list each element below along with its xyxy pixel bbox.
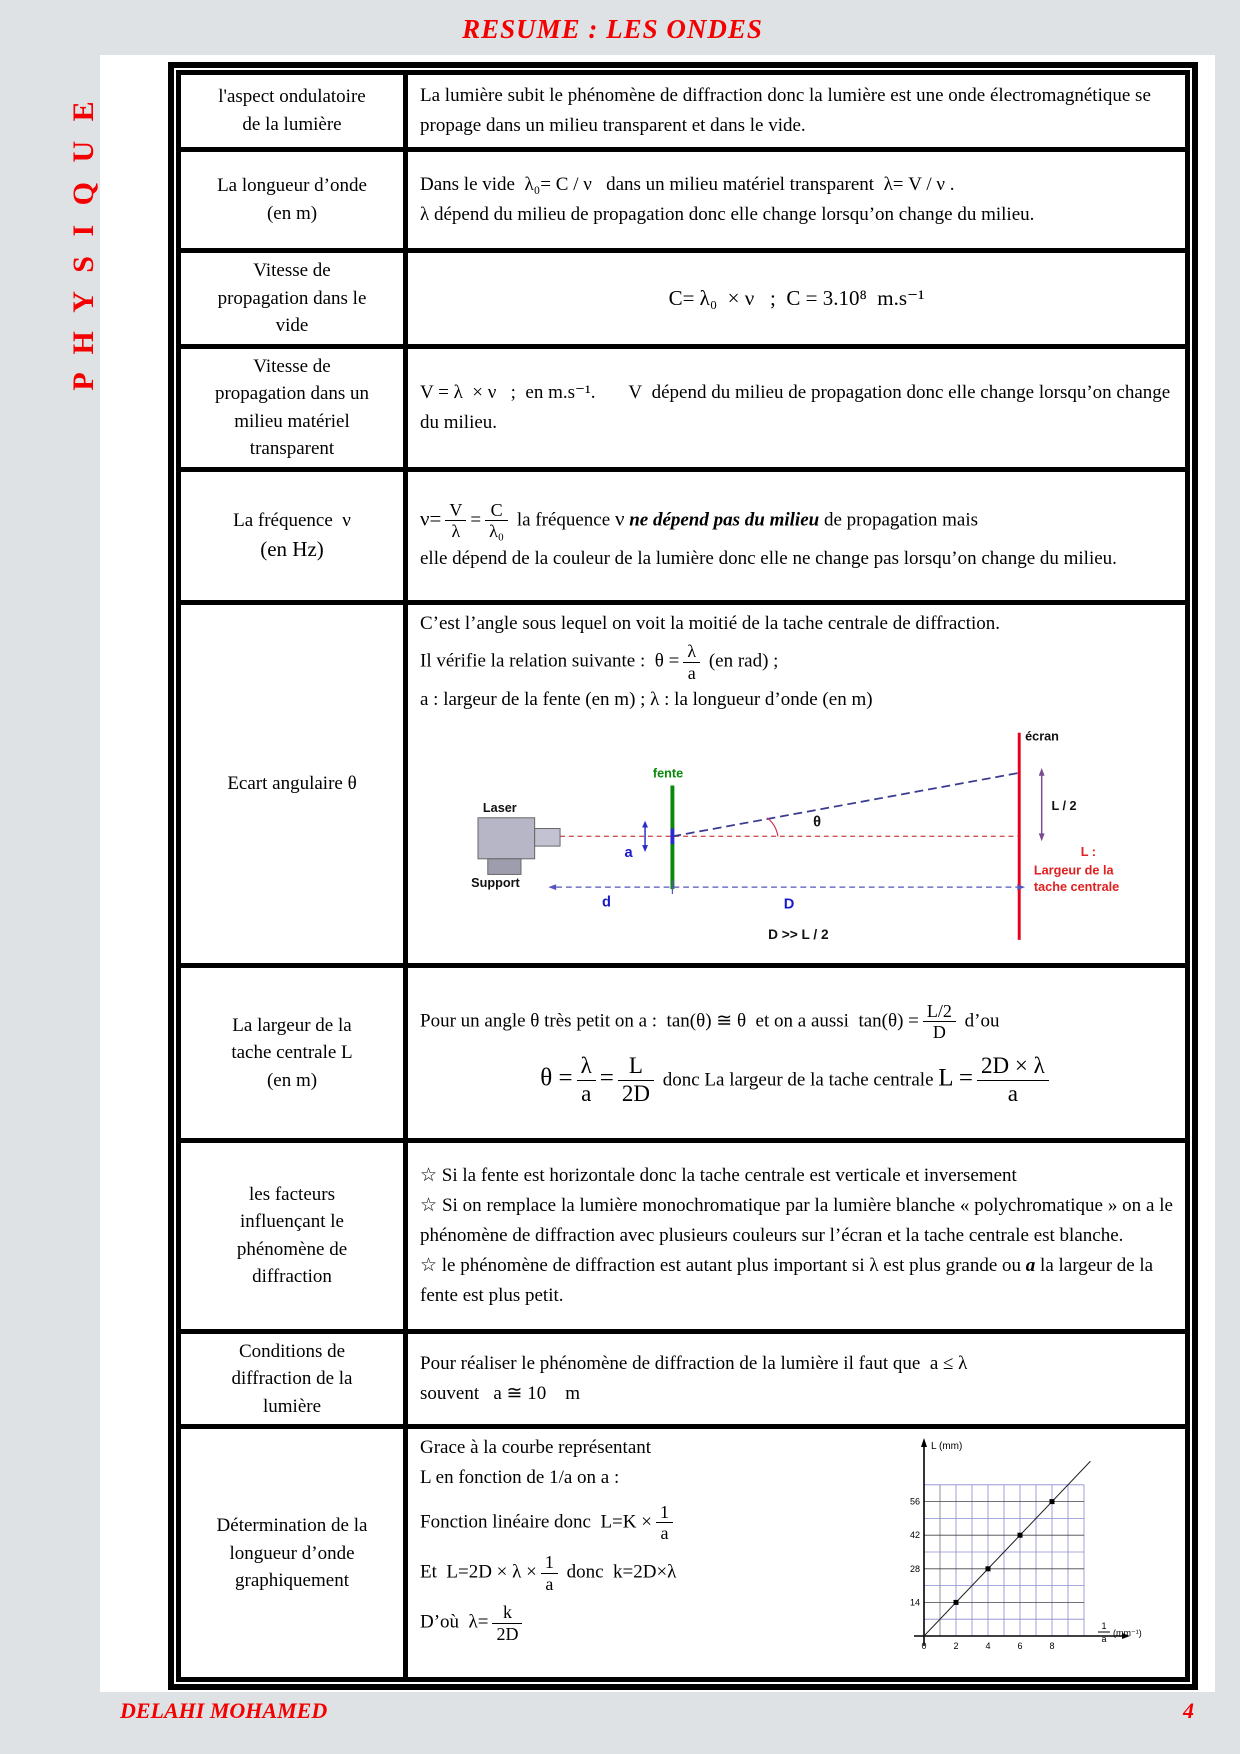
row-label-facteurs: les facteurs influençant le phénomène de diffraction: [179, 1140, 406, 1331]
row-label-vitesse-vide: Vitesse de propagation dans le vide: [179, 251, 406, 347]
cell-largeur-tache: [406, 965, 1188, 1140]
data-point: [1050, 1500, 1055, 1505]
formula-theta: Il vérifie la relation suivante : θ = $\frac{\lambda}{a}$ (en rad) ;: [420, 640, 779, 683]
table-row: [179, 346, 1188, 469]
page-title: RESUME : LES ONDES: [462, 14, 763, 44]
x-tick-label: 8: [1049, 1641, 1055, 1652]
cell-frequence: ν= $\frac{V}{\lambda}$ = $\frac{C}{\text{λ₀}}$ la fréquence ν ne dépend pas du milieu de propagation mais elle dépend de la couleur de la lumière donc elle ne change pas lorsqu’on change du milieu.: [406, 469, 1188, 602]
data-point: [1018, 1533, 1023, 1538]
formula-largeur-tache: θ = $\frac{\lambda}{a}$ = $\frac{L}{2D}$ donc La largeur de la tache centrale L = $\frac{2D \times \lambda}{a}$: [420, 1053, 1173, 1107]
table-row: [179, 1140, 1188, 1331]
bullet-2: ☆ Si on remplace la lumière monochromatique par la lumière blanche « polychromatique » on a le phénomène de diffraction avec plusieurs couleurs sur l’écran et la tache centrale est blanche.: [420, 1194, 1173, 1246]
laser-label: Laser: [482, 800, 517, 815]
fraction: $\frac{1}{a}$: [541, 1552, 558, 1594]
row-label-ecart-angulaire: Ecart angulaire θ: [179, 602, 406, 965]
table-row: [179, 602, 1188, 965]
cell-conditions: Pour réaliser le phénomène de diffraction de la lumière il faut que a ≤ λ souvent a ≅ 10 m: [406, 1331, 1188, 1427]
theta-arc: [767, 818, 778, 837]
x-axis-label-num: 1: [1101, 1621, 1107, 1632]
slit-gap-mark: [670, 828, 674, 844]
row-label-determination: Détermination de la longueur d’onde graphiquement: [179, 1427, 406, 1680]
x-tick-label: 6: [1017, 1641, 1023, 1652]
row-label-largeur-tache: La largeur de la tache centrale L (en m): [179, 965, 406, 1140]
bullet-1: ☆ Si la fente est horizontale donc la tache centrale est verticale et inversement: [420, 1164, 1017, 1186]
fraction: $\frac{k}{2D}$: [492, 1602, 522, 1644]
footer-page-number: 4: [1183, 1698, 1194, 1723]
formula-lambda: D’où λ= $\frac{k}{2D}$: [420, 1602, 890, 1644]
cell-vitesse-milieu: V = λ × ν ; en m.s⁻¹. V dépend du milieu de propagation donc elle change lorsqu’on change du milieu.: [406, 346, 1188, 469]
arrowhead: [548, 884, 556, 890]
summary-table: [168, 62, 1198, 1690]
fraction: $\frac{\lambda}{a}$: [577, 1053, 596, 1107]
data-point: [986, 1567, 991, 1572]
screen-label: écran: [1025, 729, 1059, 744]
table-row: [179, 469, 1188, 602]
y-tick-label: 14: [909, 1597, 920, 1608]
arrowhead: [642, 821, 648, 828]
table-row: [179, 150, 1188, 251]
fraction: $\frac{\lambda}{a}$: [683, 641, 700, 683]
formula-frequence: ν= $\frac{V}{\lambda}$ = $\frac{C}{\text{λ₀}}$ la fréquence ν ne dépend pas du milieu de propagation mais: [420, 499, 979, 542]
fraction: $\frac{C}{\text{λ₀}}$: [485, 500, 508, 542]
central-spot-caption-2: Largeur de la: [1033, 863, 1114, 878]
condition-label: D >> L / 2: [768, 926, 829, 942]
formula-lineaire: Fonction linéaire donc L=K × $\frac{1}{a}$: [420, 1502, 890, 1544]
slit-width-label: a: [624, 844, 633, 861]
slit-label: fente: [652, 766, 684, 781]
distance-D-label: D: [783, 896, 795, 913]
fraction: $\frac{2D \times \lambda}{a}$: [977, 1053, 1049, 1107]
table-row: [179, 965, 1188, 1140]
determination-text: Grace à la courbe représentant L en fonction de 1/a on a : Fonction linéaire donc L=K × $\frac{1}{a}$ Et L=2D × λ × $\frac{1}{a}$ donc k=2D×λ D’où λ= $\frac{k}{2D}$: [420, 1433, 890, 1644]
row-label-vitesse-milieu: Vitesse de propagation dans un milieu matériel transparent: [179, 346, 406, 469]
row-label-aspect-ondulatoire: l'aspect ondulatoire de la lumière: [179, 73, 406, 150]
half-width-label: L / 2: [1051, 798, 1077, 813]
laser-support: [488, 859, 521, 875]
cell-longueur-onde: Dans le vide λ₀= C / ν dans un milieu matériel transparent λ= V / ν . λ dépend du milieu de propagation donc elle change lorsqu’on change du milieu.: [406, 150, 1188, 251]
y-tick-label: 28: [909, 1564, 920, 1575]
fit-line: [924, 1462, 1090, 1637]
arrowhead: [1039, 833, 1045, 841]
row-label-longueur-onde: La longueur d’onde (en m): [179, 150, 406, 251]
central-spot-caption-3: tache centrale: [1033, 879, 1120, 894]
formula-k: Et L=2D × λ × $\frac{1}{a}$ donc k=2D×λ: [420, 1551, 677, 1594]
cell-vitesse-vide: [406, 251, 1188, 347]
y-tick-label: 56: [909, 1497, 920, 1508]
cell-determination: [406, 1427, 1188, 1680]
fraction: $\frac{V}{\lambda}$: [445, 500, 466, 542]
bullet-3: ☆ le phénomène de diffraction est autant plus important si λ est plus grande ou a la largeur de la fente est plus petit.: [420, 1254, 1154, 1306]
table-row: [179, 251, 1188, 347]
formula-c-lambda-nu: C= λ₀ × ν ; C = 3.10⁸ m.s⁻¹: [668, 285, 925, 310]
laser-nozzle: [535, 828, 560, 846]
laser-body: [478, 818, 535, 859]
fraction: $\frac{L/2}{D}$: [923, 1001, 956, 1043]
fraction: $\frac{1}{a}$: [656, 1502, 673, 1544]
row-label-conditions: Conditions de diffraction de la lumière: [179, 1331, 406, 1427]
x-tick-label: 4: [985, 1641, 991, 1652]
central-spot-caption-1: L :: [1080, 844, 1097, 859]
wavelength-graph: [894, 1431, 1146, 1669]
arrowhead: [1017, 884, 1025, 890]
x-axis-label-den: a: [1101, 1634, 1107, 1645]
cell-ecart-angulaire: C’est l’angle sous lequel on voit la moitié de la tache centrale de diffraction. Il vérifie la relation suivante : θ = $\frac{\lambda}{a}$ (en rad) ; a : largeur de la fente (en m) ; λ : la longueur d’onde (en m) écran fente Laser Support a θ L / 2 L : Largeur de la tache centrale d D D >> L / 2: [406, 602, 1188, 965]
sidebar-vertical-label: P H Y S I Q U E: [67, 95, 100, 391]
cell-aspect-ondulatoire: La lumière subit le phénomène de diffraction donc la lumière est une onde électromagnétique se propage dans un milieu transparent et dans le vide.: [406, 73, 1188, 150]
cell-facteurs: [406, 1140, 1188, 1331]
row-label-frequence: La fréquence ν (en Hz): [179, 469, 406, 602]
x-tick-label: 0: [921, 1641, 927, 1652]
arrowhead: [1039, 768, 1045, 776]
distance-d-label: d: [602, 894, 612, 911]
y-tick-label: 42: [909, 1530, 920, 1541]
diffracted-ray: [672, 773, 1019, 837]
data-point: [954, 1600, 959, 1605]
footer-author: DELAHI MOHAMED: [120, 1698, 328, 1723]
arrowhead: [921, 1438, 927, 1447]
arrowhead: [642, 845, 648, 852]
table-row: [179, 1427, 1188, 1680]
theta-label: θ: [813, 814, 822, 831]
x-tick-label: 2: [953, 1641, 959, 1652]
formula-tan-theta: Pour un angle θ très petit on a : tan(θ) ≅ θ et on a aussi tan(θ) = $\frac{L/2}{D}$ d’ou: [420, 1000, 1000, 1043]
table-row: [179, 1331, 1188, 1427]
x-axis-label-unit: (mm⁻¹): [1113, 1628, 1142, 1639]
fraction: $\frac{L}{2D}$: [618, 1053, 654, 1107]
table-row: [179, 73, 1188, 150]
diffraction-diagram: [436, 717, 1198, 942]
y-axis-label: L (mm): [931, 1441, 963, 1453]
support-label: Support: [471, 875, 520, 890]
